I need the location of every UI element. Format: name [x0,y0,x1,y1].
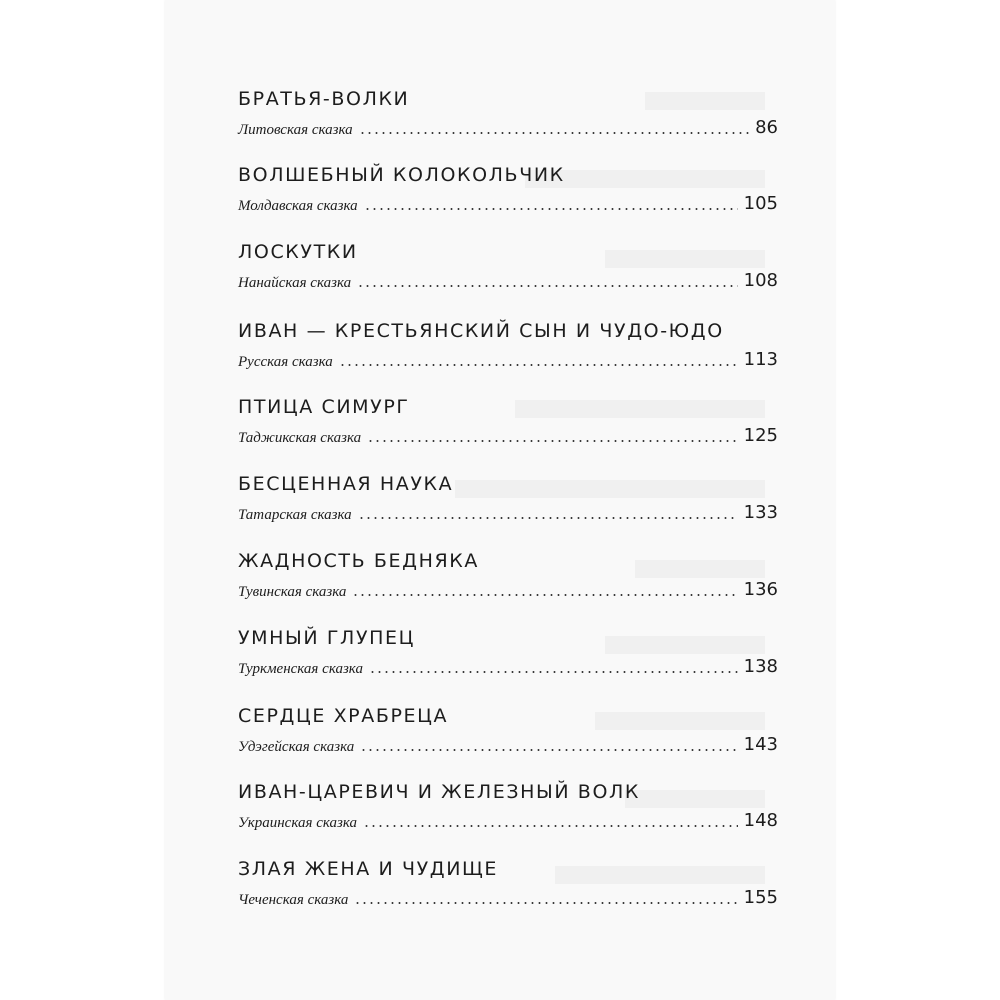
dot-leader [360,749,737,751]
entry-subtitle-row [238,347,778,371]
dot-leader [367,440,738,442]
entry-title: СЕРДЦЕ ХРАБРЕЦА [238,705,449,727]
entry-page-number: 148 [743,810,778,831]
entry-page-number: 143 [743,734,778,755]
entry-title: ИВАН-ЦАРЕВИЧ И ЖЕЛЕЗНЫЙ ВОЛК [238,781,640,803]
entry-title: ВОЛШЕБНЫЙ КОЛОКОЛЬЧИК [238,164,565,186]
entry-title: ИВАН — КРЕСТЬЯНСКИЙ СЫН И ЧУДО-ЮДО [238,320,724,342]
toc-entry[interactable] [238,627,778,683]
toc-entry[interactable] [238,164,778,220]
entry-page-number: 108 [743,270,778,291]
entry-page-number: 138 [743,656,778,677]
entry-page-number: 125 [743,425,778,446]
entry-subtitle: Молдавская сказка [238,198,358,214]
entry-subtitle-row [238,577,778,601]
entry-subtitle-row [238,732,778,756]
entry-subtitle: Таджикская сказка [238,430,362,446]
dot-leader [339,364,738,366]
entry-page-number: 105 [743,193,778,214]
toc-entry[interactable] [238,396,778,452]
entry-subtitle: Нанайская сказка [238,275,352,291]
entry-title: ПТИЦА СИМУРГ [238,396,410,418]
entry-subtitle-row [238,885,778,909]
entry-title: БРАТЬЯ-ВОЛКИ [238,88,410,110]
entry-title: БЕСЦЕННАЯ НАУКА [238,473,454,495]
entry-subtitle-row [238,115,778,139]
entry-page-number: 113 [743,349,778,370]
dot-leader [354,902,737,904]
entry-page-number: 136 [743,579,778,600]
entry-title: УМНЫЙ ГЛУПЕЦ [238,627,415,649]
entry-title: ЖАДНОСТЬ БЕДНЯКА [238,550,479,572]
dot-leader [363,825,738,827]
dot-leader [359,132,749,134]
entry-subtitle-row [238,808,778,832]
toc-entry[interactable] [238,781,778,837]
toc-entry[interactable] [238,241,778,297]
entry-page-number: 155 [743,887,778,908]
dot-leader [358,517,738,519]
entry-subtitle: Чеченская сказка [238,892,349,908]
toc-entry[interactable] [238,705,778,761]
entry-subtitle: Русская сказка [238,354,333,370]
dot-leader [369,671,738,673]
entry-subtitle-row [238,191,778,215]
entry-page-number: 86 [755,117,778,138]
entry-subtitle: Татарская сказка [238,507,352,523]
entry-title: ЗЛАЯ ЖЕНА И ЧУДИЩЕ [238,858,499,880]
entry-subtitle: Удэгейская сказка [238,739,355,755]
entry-subtitle: Украинская сказка [238,815,357,831]
entry-subtitle-row [238,423,778,447]
entry-subtitle-row [238,500,778,524]
toc-entry[interactable] [238,88,778,144]
dot-leader [364,208,738,210]
entry-subtitle: Туркменская сказка [238,661,363,677]
entry-title: ЛОСКУТКИ [238,241,358,263]
entry-page-number: 133 [743,502,778,523]
entry-subtitle: Тувинская сказка [238,584,347,600]
entry-subtitle-row [238,654,778,678]
dot-leader [352,594,737,596]
toc-entry[interactable] [238,320,778,376]
toc-entry[interactable] [238,473,778,529]
dot-leader [357,285,738,287]
toc-entry[interactable] [238,550,778,606]
toc-entry[interactable] [238,858,778,914]
entry-subtitle: Литовская сказка [238,122,353,138]
entry-subtitle-row [238,268,778,292]
